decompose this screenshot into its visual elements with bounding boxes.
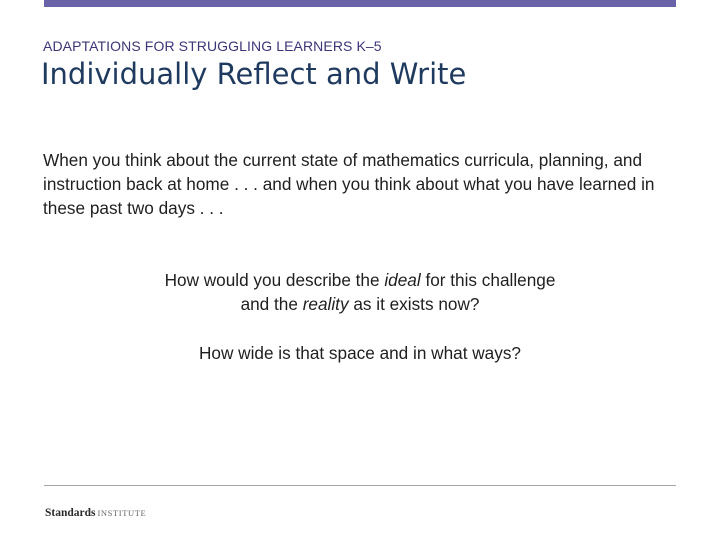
logo-wordmark-strong: Standards [45,507,96,519]
footer-divider [44,485,676,486]
intro-paragraph: When you think about the current state of mathematics curricula, planning, and instruction back at home . . . and when you think about what you have learned in these past two days . . . [43,150,655,218]
question-text: How would you describe the [164,270,385,290]
reflection-question-space: How wide is that space and in what ways? [199,343,521,363]
accent-bar [44,0,676,7]
slide-kicker: ADAPTATIONS FOR STRUGGLING LEARNERS K–5 [43,38,382,54]
question-text: and the [240,294,303,314]
logo-wordmark-light: INSTITUTE [97,508,147,518]
slide-title: Individually Reflect and Write [41,57,467,91]
standards-institute-logo [45,503,146,521]
emphasis-reality: reality [302,294,349,314]
reflection-question-ideal-reality [0,268,720,316]
emphasis-ideal: ideal [384,270,421,290]
question-text: as it exists now? [348,294,480,314]
question-text: for this challenge [420,270,556,290]
